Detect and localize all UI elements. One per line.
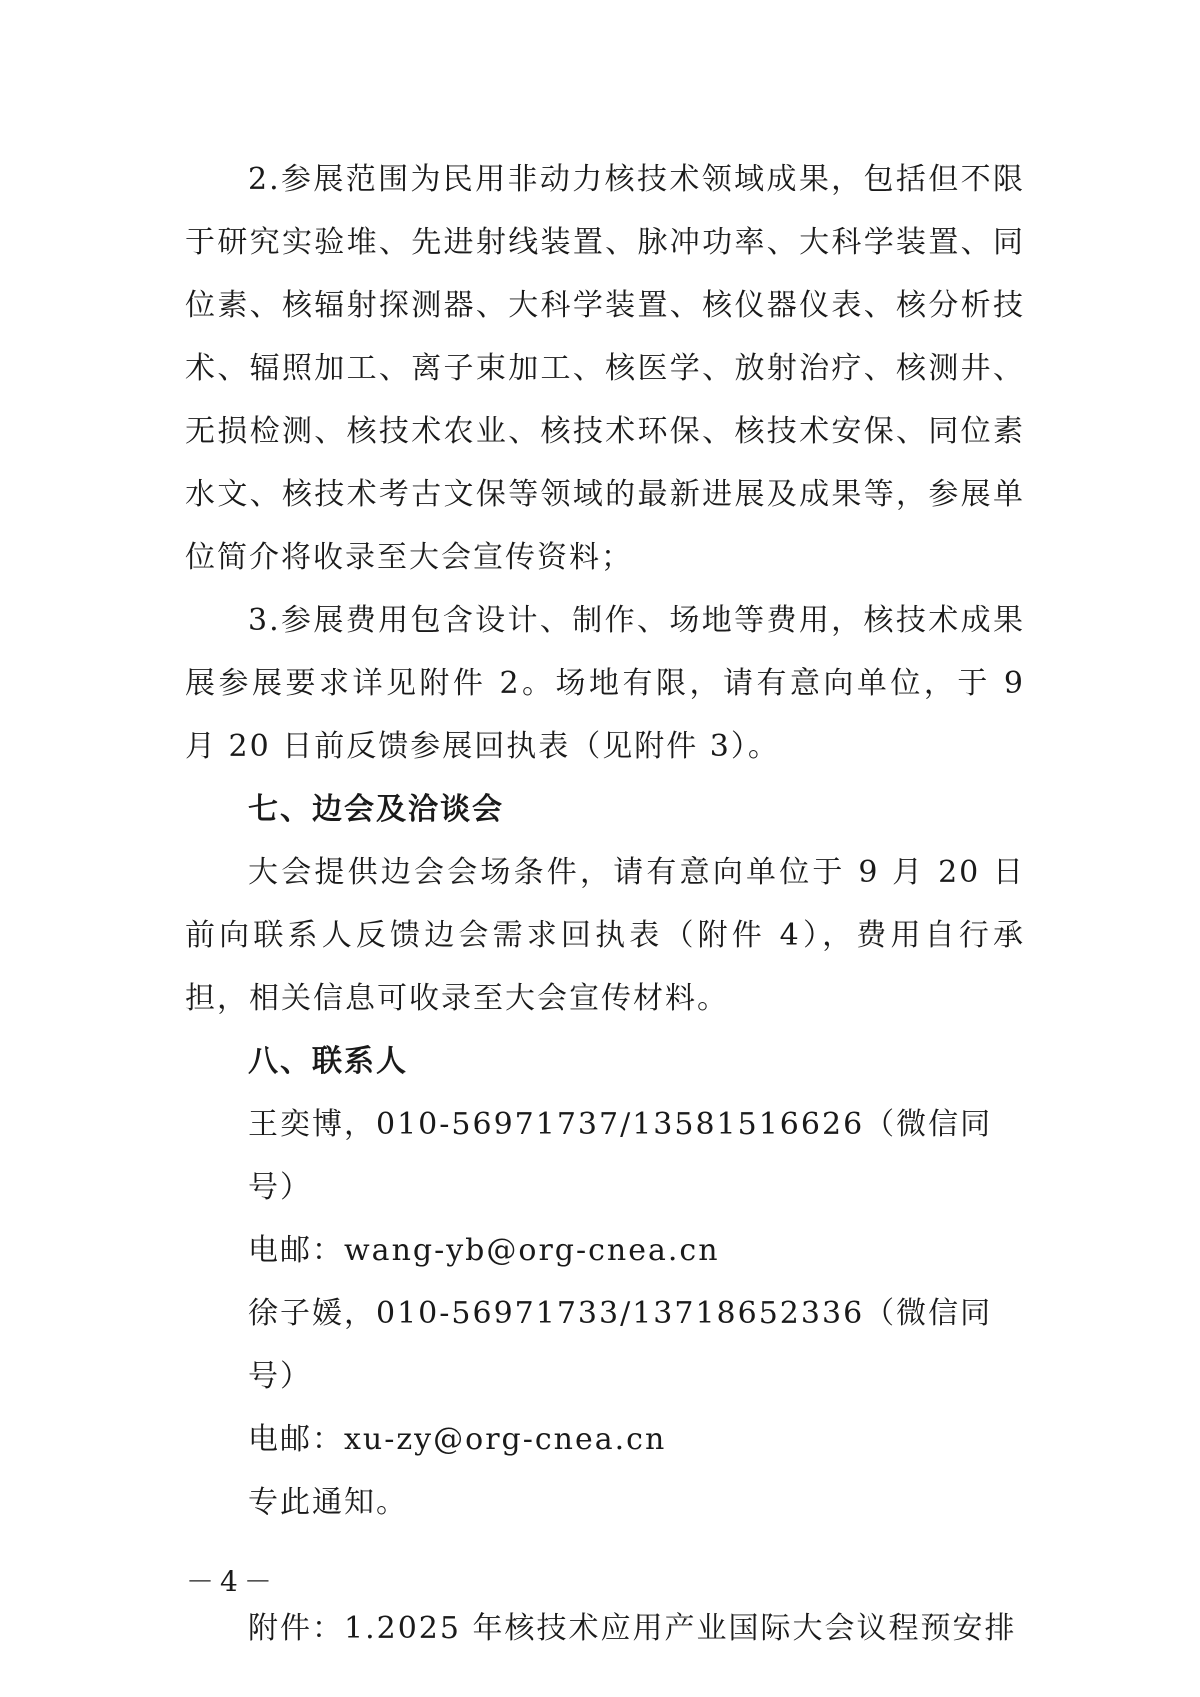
page-number: －4－ — [186, 1565, 278, 1598]
closing-line: 专此通知。 — [248, 1485, 408, 1520]
paragraph-side-meetings: 大会提供边会会场条件，请有意向单位于 9 月 20 日前向联系人反馈边会需求回执表（附件 4），费用自行承担，相关信息可收录至大会宣传材料。 — [185, 855, 1025, 1016]
paragraph-exhibit-fees: 3.参展费用包含设计、制作、场地等费用，核技术成果展参展要求详见附件 2。场地有限，请有意向单位，于 9 月 20 日前反馈参展回执表（见附件 3）。 — [185, 603, 1025, 764]
contact-2-email: 电邮：xu-zy@org-cnea.cn — [248, 1422, 667, 1457]
contact-1-email: 电邮：wang-yb@org-cnea.cn — [248, 1233, 720, 1268]
attachment-line: 附件：1.2025 年核技术应用产业国际大会议程预安排 — [248, 1611, 1017, 1646]
section-heading-contacts: 八、联系人 — [248, 1044, 408, 1079]
section-heading-side-meetings: 七、边会及洽谈会 — [248, 792, 504, 827]
document-body — [185, 148, 1025, 1660]
paragraph-exhibit-scope: 2.参展范围为民用非动力核技术领域成果，包括但不限于研究实验堆、先进射线装置、脉冲功率、大科学装置、同位素、核辐射探测器、大科学装置、核仪器仪表、核分析技术、辐照加工、离子束加工、核医学、放射治疗、核测井、无损检测、核技术农业、核技术环保、核技术安保、同位素水文、核技术考古文保等领域的最新进展及成果等，参展单位简介将收录至大会宣传资料； — [185, 162, 1025, 575]
spacer — [185, 1534, 1025, 1597]
contact-2: 徐子媛，010-56971733/13718652336（微信同号） — [248, 1296, 993, 1394]
contact-1: 王奕博，010-56971737/13581516626（微信同号） — [248, 1107, 993, 1205]
